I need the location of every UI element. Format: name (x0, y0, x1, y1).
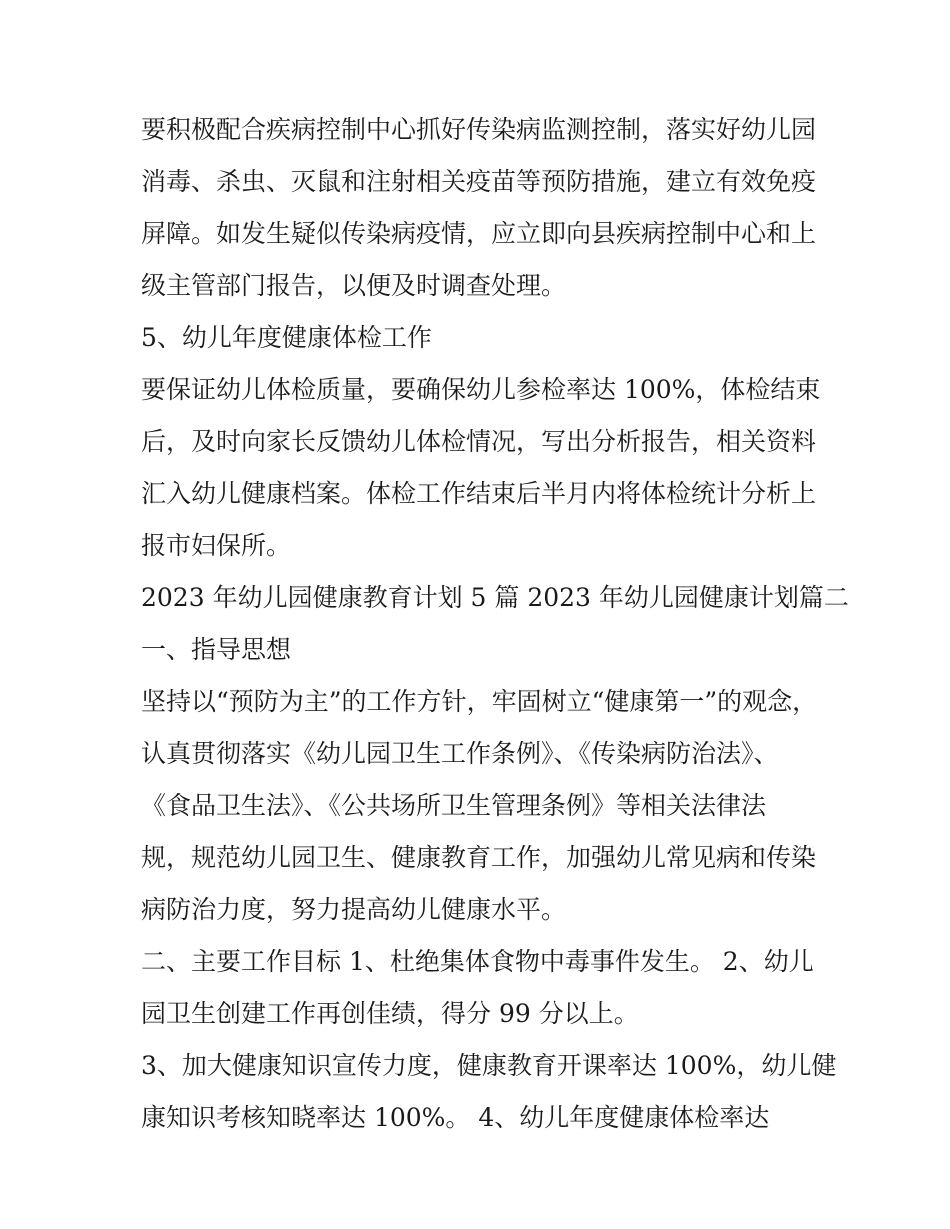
body-line: 园卫生创建工作再创佳绩，得分 99 分以上。 (141, 999, 639, 1028)
body-line: 康知识考核知晓率达 100%。 4、幼儿年度健康体检率达 (141, 1103, 770, 1132)
body-line: 汇入幼儿健康档案。体检工作结束后半月内将体检统计分析上 (141, 479, 817, 508)
body-line: 《食品卫生法》、《公共场所卫生管理条例》等相关法律法 (141, 791, 767, 820)
section-heading: 二、主要工作目标 1、杜绝集体食物中毒事件发生。 2、幼儿 (141, 947, 814, 976)
body-line: 屏障。如发生疑似传染病疫情，应立即向县疾病控制中心和上 (141, 219, 817, 248)
section-heading: 5、幼儿年度健康体检工作 (141, 323, 432, 352)
body-line: 认真贯彻落实《幼儿园卫生工作条例》、《传染病防治法》、 (141, 739, 779, 768)
body-line: 病防治力度，努力提高幼儿健康水平。 (141, 895, 567, 924)
article-title: 2023 年幼儿园健康教育计划 5 篇 2023 年幼儿园健康计划篇二 (141, 583, 849, 612)
body-line: 坚持以“预防为主”的工作方针，牢固树立“健康第一”的观念， (141, 687, 818, 716)
document-body (141, 104, 849, 1144)
body-line: 要保证幼儿体检质量，要确保幼儿参检率达 100%，体检结束 (141, 375, 821, 404)
section-heading: 一、指导思想 (141, 635, 292, 664)
body-line: 3、加大健康知识宣传力度，健康教育开课率达 100%，幼儿健 (141, 1051, 837, 1080)
body-line: 消毒、杀虫、灭鼠和注射相关疫苗等预防措施，建立有效免疫 (141, 167, 817, 196)
body-line: 要积极配合疾病控制中心抓好传染病监测控制，落实好幼儿园 (141, 115, 817, 144)
body-line: 后，及时向家长反馈幼儿体检情况，写出分析报告，相关资料 (141, 427, 817, 456)
body-line: 报市妇保所。 (141, 531, 292, 560)
body-line: 级主管部门报告，以便及时调查处理。 (141, 271, 567, 300)
body-line: 规，规范幼儿园卫生、健康教育工作，加强幼儿常见病和传染 (141, 843, 817, 872)
